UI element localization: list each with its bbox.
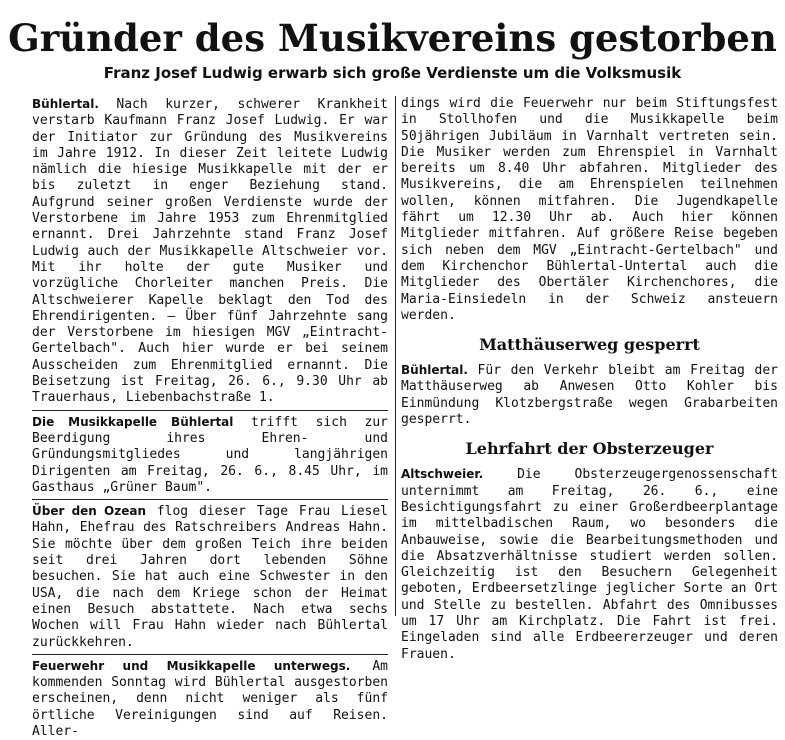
- left-column: [32, 96, 388, 740]
- paragraph-lead: Bühlertal.: [401, 363, 468, 378]
- divider: [32, 654, 388, 655]
- article-paragraph: [32, 96, 388, 407]
- article-paragraph: [32, 658, 388, 740]
- article-paragraph: [401, 466, 778, 663]
- paragraph-text: flog dieser Tage Frau Liesel Hahn, Ehefrau des Ratschreibers Andreas Hahn. Sie möchte über dem großen Teich ihre beiden seit drei Jahren dort lebenden Söhne besuchen. Sie hat auch eine Schwester in den USA, die nach dem Kriege schon der Heimat einen Besuch abstattete. Nach etwa sechs Wochen will Frau Hahn wieder nach Bühlertal zurückkehren.: [32, 504, 388, 650]
- article-paragraph: dings wird die Feuerwehr nur beim Stiftungsfest in Stollhofen und die Musikkapelle beim 50jährigen Jubiläum in Varnhalt vertreten sein. Die Musiker werden zum Ehrenspiel in Varnhalt bereits um 8.40 Uhr abfahren. Mitglieder des Musikvereins, die am Ehrenspielen teilnehmen wollen, können mitfahren. Die Jugendkapelle fährt um 12.30 Uhr ab. Auch hier können Mitglieder mitfahren. Auf größere Reise begeben sich neben dem MGV „Eintracht-Gertelbach" und dem Kirchenchor Bühlertal-Untertal auch die Mitglieder des Obertäler Kirchenchores, die Maria-Einsiedeln in der Schweiz ansteuern werden.: [401, 96, 778, 323]
- paragraph-text: Für den Verkehr bleibt am Freitag der Matthäuserweg ab Anwesen Otto Kohler bis Einmündung Klotzbergstraße wegen Grabarbeiten gesperrt.: [401, 363, 778, 428]
- article-paragraph: [32, 503, 388, 651]
- paragraph-lead: Bühlertal.: [32, 97, 99, 111]
- paragraph-lead: Altschweier.: [401, 467, 484, 482]
- headline: Gründer des Musikvereins gestorben: [8, 16, 777, 60]
- right-column: [401, 96, 778, 663]
- paragraph-text: trifft sich zur Beerdigung ihres Ehren- und Gründungsmitgliedes und langjährigen Dirigenten am Freitag, 26. 6., 8.45 Uhr, im Gasthaus „Grüner Baum".: [32, 414, 389, 495]
- paragraph-text: Am kommenden Sonntag wird Bühlertal ausgestorben erscheinen, denn nicht weniger als fünf örtliche Vereinigungen sind auf Reisen. Aller-: [32, 658, 388, 739]
- divider: [32, 499, 388, 500]
- paragraph-text: Die Obsterzeugergenossenschaft unternimmt am Freitag, 26. 6., eine Besichtigungsfahrt zu einer Großerdbeerplantage im mittelbadischen Raum, wo besonders die Anbauweise, sowie die Bearbeitungsmethoden und die Absatzverhältnisse studiert werden sollen. Gleichzeitig ist den Besuchern Gelegenheit geboten, Erdbeersetzlinge jeglicher Sorte an Ort und Stelle zu bestellen. Abfahrt des Omnibusses um 17 Uhr am Kirchplatz. Die Fahrt ist frei. Eingeladen sind alle Erdbeererzeuger und deren Frauen.: [401, 467, 778, 662]
- divider: [32, 410, 388, 411]
- article-paragraph: [401, 362, 778, 428]
- subheadline: Franz Josef Ludwig erwarb sich große Verdienste um die Volksmusik: [103, 64, 682, 82]
- paragraph-lead: Die Musikkapelle Bühlertal: [32, 414, 234, 429]
- column-divider: [395, 96, 396, 616]
- section-title-matthaeuserweg: Matthäuserweg gesperrt: [479, 335, 700, 355]
- paragraph-text: Nach kurzer, schwerer Krankheit verstarb Kaufmann Franz Josef Ludwig. Er war der Initiator zur Gründung des Musikvereins im Jahre 1912. In dieser Zeit leitete Ludwig nämlich die hiesige Musikkapelle mit der er bis zuletzt in enger Beziehung stand. Aufgrund seiner großen Verdienste wurde der Verstorbene im Jahre 1953 zum Ehrenmitglied ernannt. Drei Jahrzehnte stand Franz Josef Ludwig auch der Musikkapelle Altschweier vor. Mit ihr holte der gute Musiker und vorzügliche Chorleiter manchen Preis. Die Altschweierer Kapelle beklagt den Tod des Ehrendirigenten. — Über fünf Jahrzehnte sang der Verstorbene im hiesigen MGV „Eintracht-Gertelbach". Auch hier wurde er bei seinem Ausscheiden zum Ehrenmitglied ernannt. Die Beisetzung ist Freitag, 26. 6., 9.30 Uhr ab Trauerhaus, Liebenbachstraße 1.: [32, 97, 388, 406]
- article-paragraph: [32, 414, 388, 496]
- paragraph-lead: Feuerwehr und Musikkapelle unterwegs.: [32, 658, 351, 673]
- paragraph-lead: Über den Ozean: [32, 504, 146, 519]
- section-title-lehrfahrt: Lehrfahrt der Obsterzeuger: [465, 439, 714, 459]
